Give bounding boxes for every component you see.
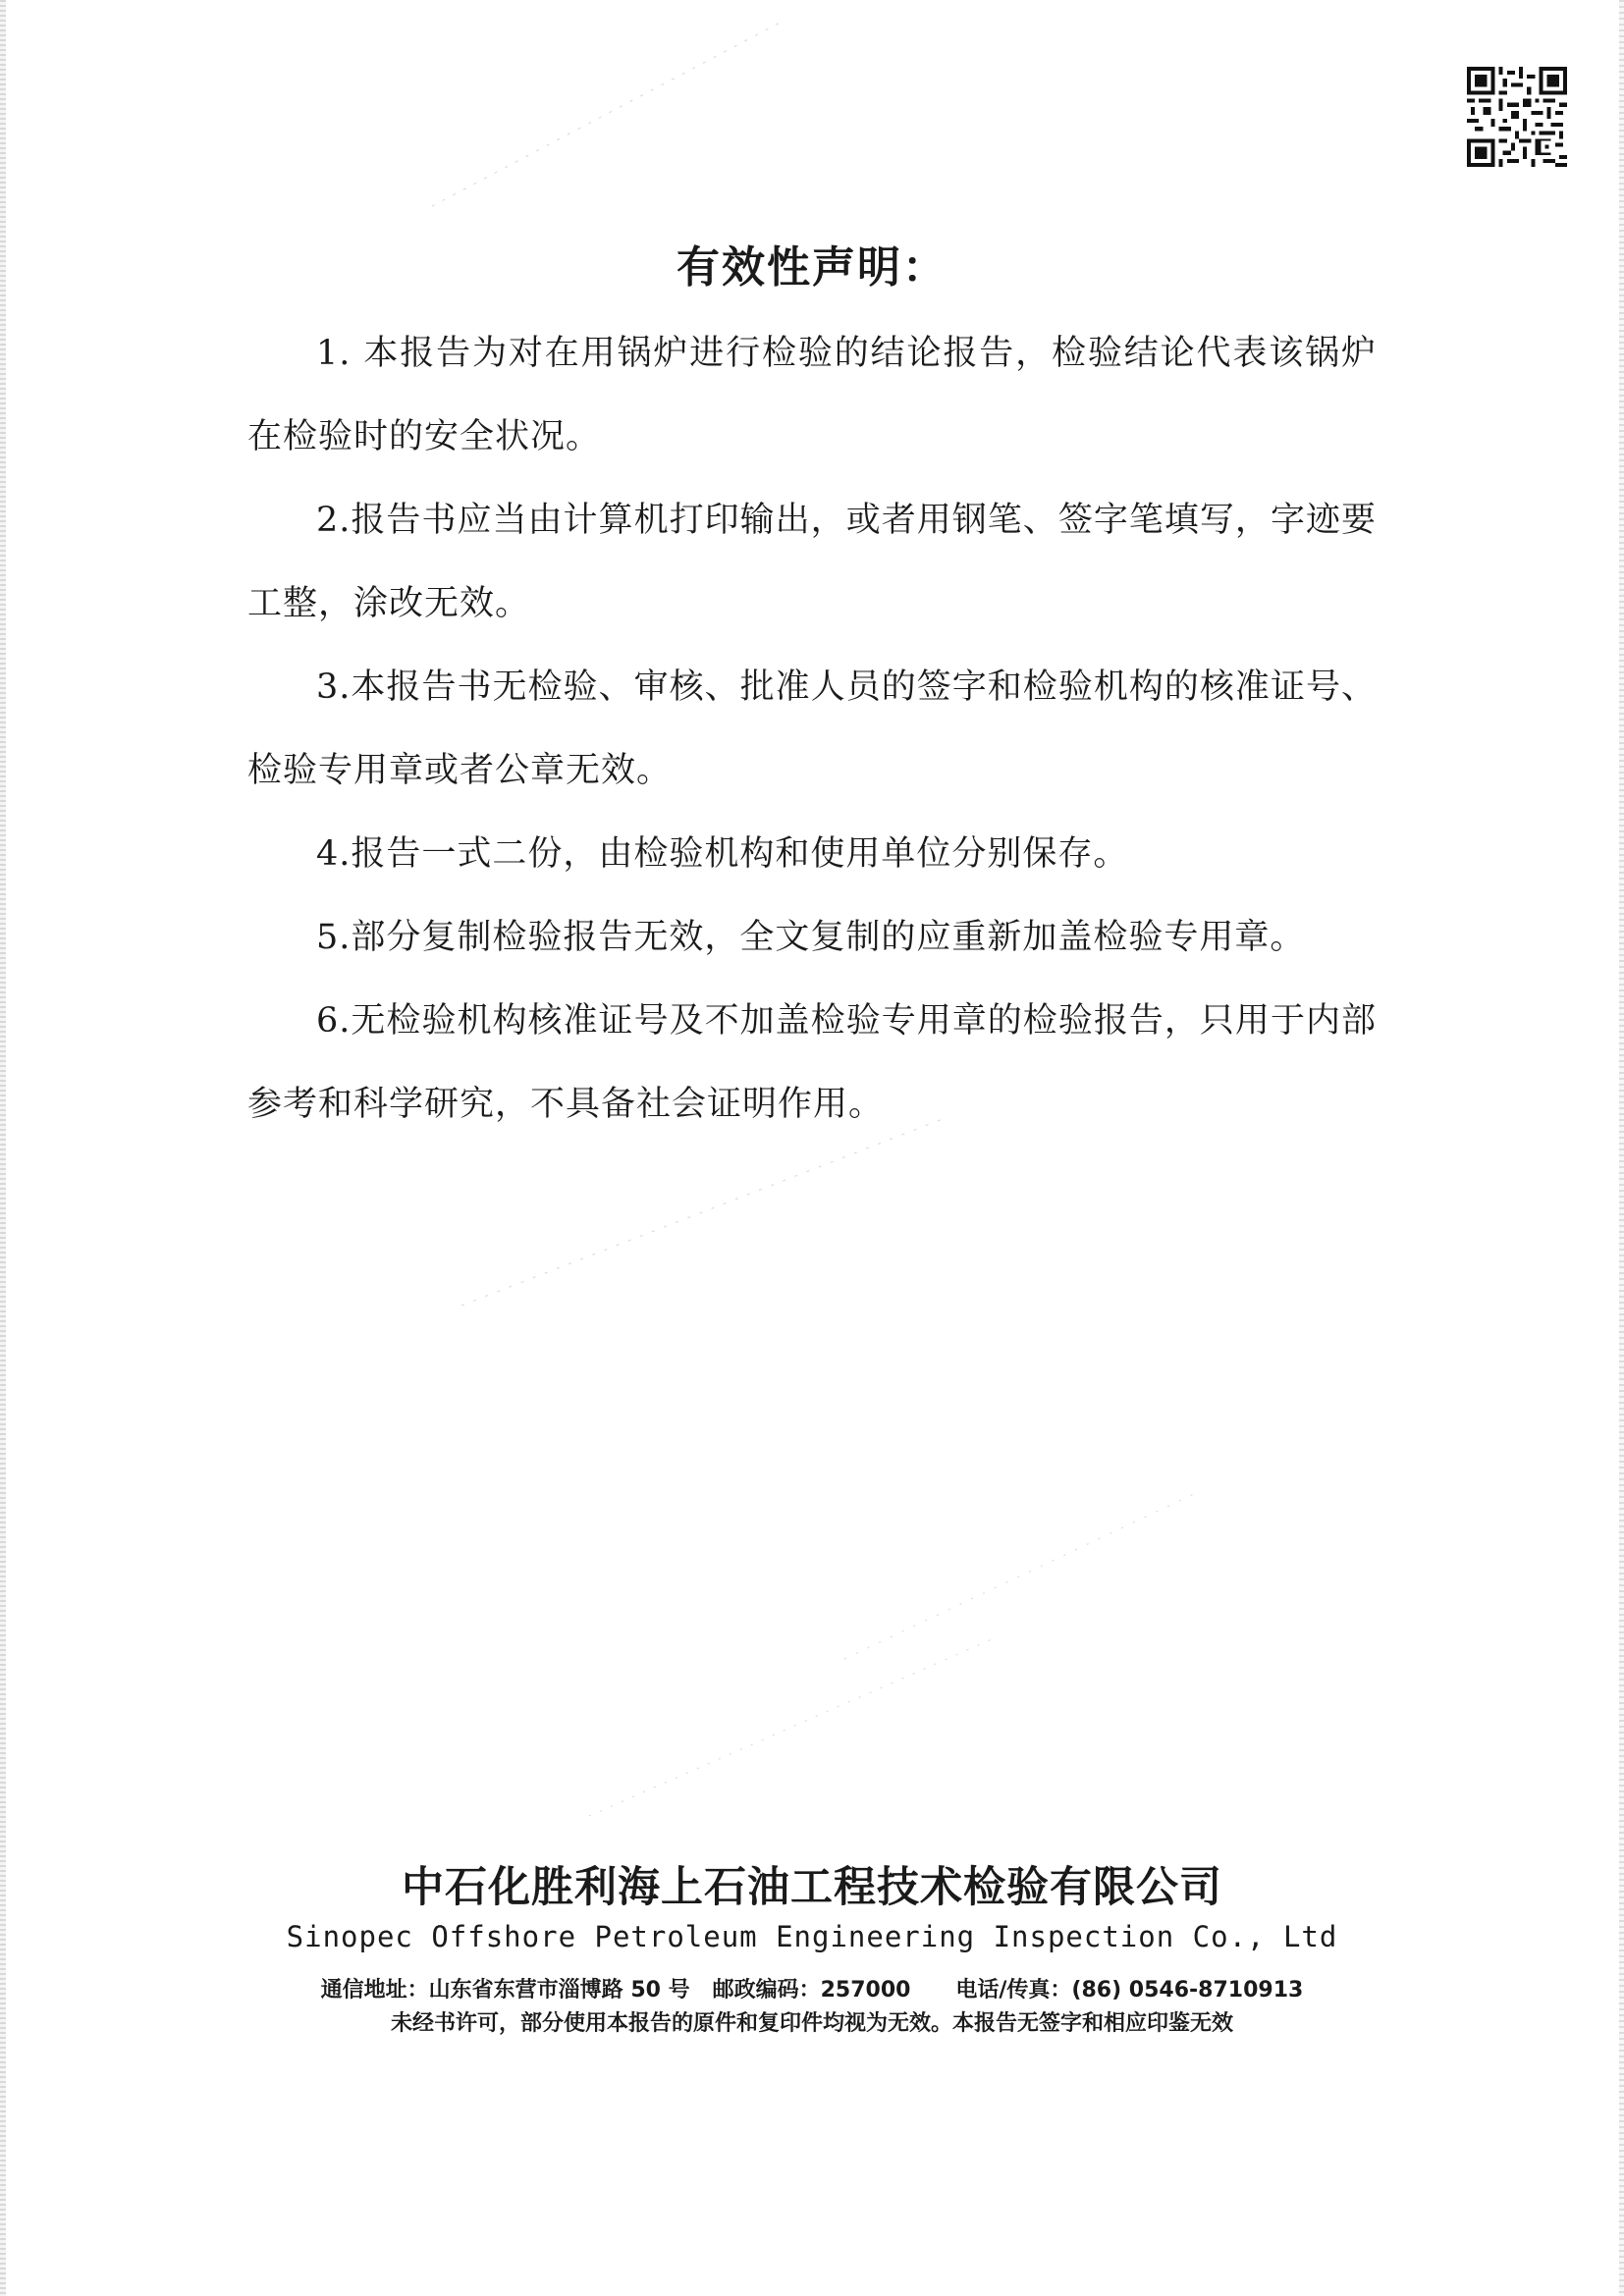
clause-3: 3.本报告书无检验、审核、批准人员的签字和检验机构的核准证号、检验专用章或者公章无效。 bbox=[247, 667, 1377, 790]
clause-6: 6.无检验机构核准证号及不加盖检验专用章的检验报告，只用于内部参考和科学研究，不具备社会证明作用。 bbox=[247, 1001, 1377, 1124]
clause-4: 4.报告一式二份，由检验机构和使用单位分别保存。 bbox=[316, 834, 1129, 874]
company-name-en: Sinopec Offshore Petroleum Engineering Inspection Co., Ltd bbox=[286, 1920, 1338, 1953]
company-name-cn: 中石化胜利海上石油工程技术检验有限公司 bbox=[402, 1863, 1222, 1912]
statement-clauses bbox=[247, 312, 1377, 1147]
statement-title: 有效性声明： bbox=[677, 242, 947, 293]
clause-2: 2.报告书应当由计算机打印输出，或者用钢笔、签字笔填写，字迹要工整，涂改无效。 bbox=[247, 501, 1377, 623]
usage-notice: 未经书许可，部分使用本报告的原件和复印件均视为无效。本报告无签字和相应印鉴无效 bbox=[390, 2011, 1233, 2036]
clause-5: 5.部分复制检验报告无效，全文复制的应重新加盖检验专用章。 bbox=[316, 918, 1306, 957]
clause-1: 1. 本报告为对在用锅炉进行检验的结论报告，检验结论代表该锅炉在检验时的安全状况。 bbox=[247, 334, 1377, 456]
company-footer bbox=[0, 1860, 1624, 2041]
contact-address: 通信地址：山东省东营市淄博路 50 号 邮政编码：257000 电话/传真：(86) 0546-8710913 bbox=[320, 1978, 1304, 2002]
qr-code-icon bbox=[1467, 67, 1567, 167]
